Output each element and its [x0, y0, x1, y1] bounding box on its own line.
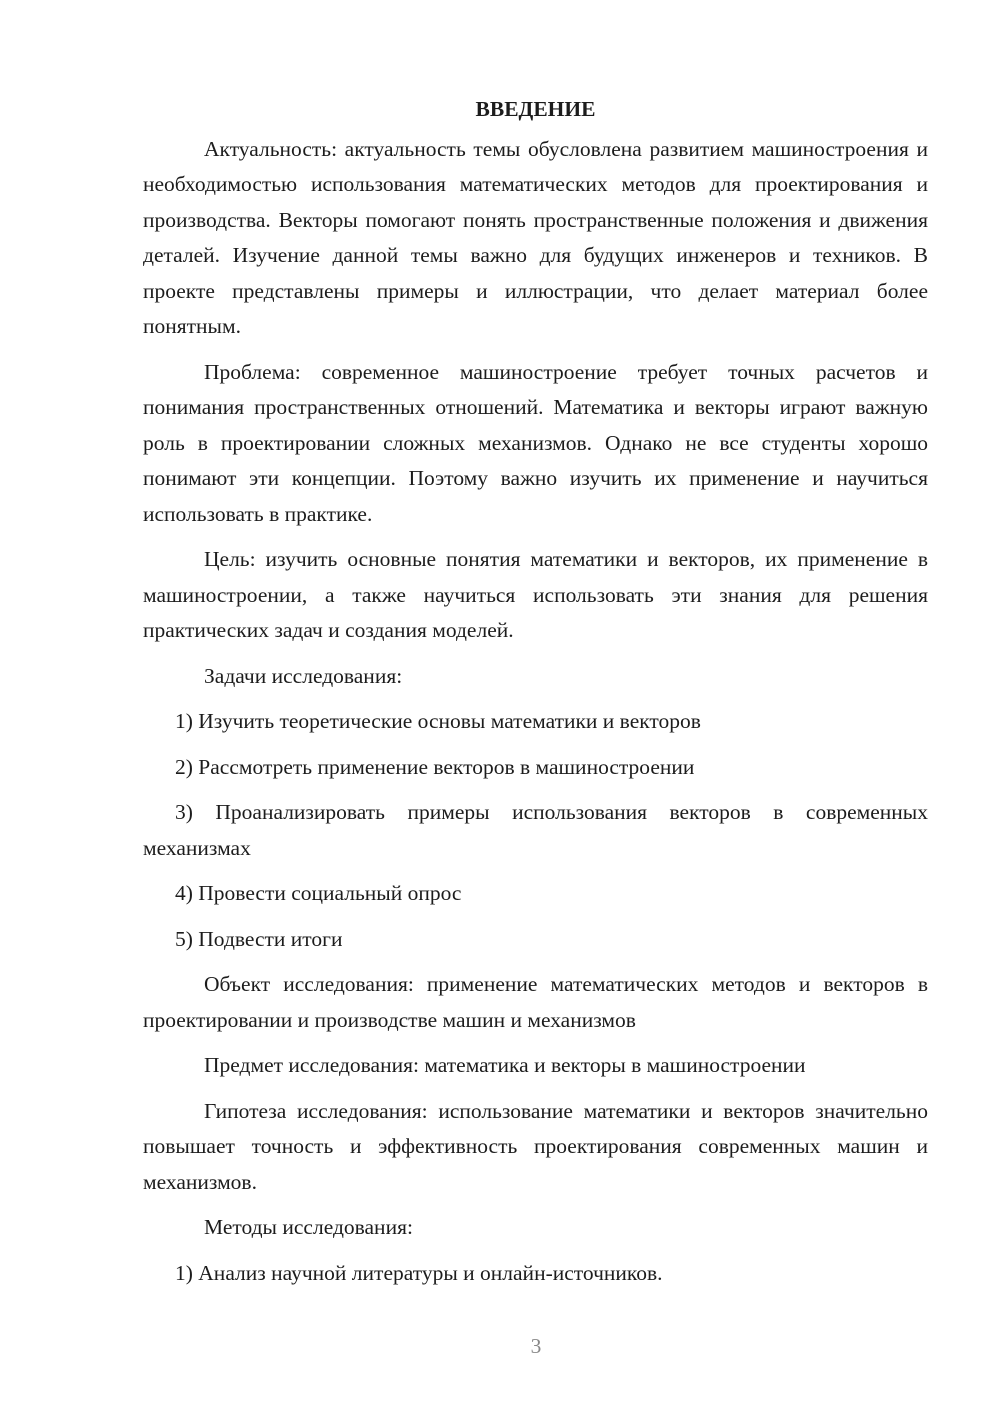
- methods-heading: Методы исследования:: [204, 1215, 413, 1239]
- subject-paragraph: Предмет исследования: математика и векторы в машиностроении: [204, 1053, 806, 1077]
- problem-paragraph: Проблема: современное машиностроение требует точных расчетов и понимания пространственных отношений. Математика и векторы играют важную роль в проектировании сложных механизмов. Однако не все студенты хорошо понимают эти концепции. Поэтому важно изучить их применение и научиться использовать в практике.: [143, 359, 928, 526]
- task-item-2: 2) Рассмотреть применение векторов в машиностроении: [175, 754, 695, 779]
- task-item-5: 5) Подвести итоги: [175, 926, 343, 951]
- goal-paragraph: Цель: изучить основные понятия математики и векторов, их применение в машиностроении, а также научиться использовать эти знания для решения практических задач и создания моделей.: [143, 547, 928, 642]
- section-title: ВВЕДЕНИЕ: [475, 97, 596, 121]
- task-item-1: 1) Изучить теоретические основы математики и векторов: [175, 709, 701, 733]
- page-number: 3: [530, 1334, 542, 1358]
- tasks-heading: Задачи исследования:: [204, 663, 403, 688]
- method-item-1: 1) Анализ научной литературы и онлайн-источников.: [175, 1260, 663, 1285]
- document-page: [143, 92, 928, 1301]
- relevance-paragraph: Актуальность: актуальность темы обусловлена развитием машиностроения и необходимостью использования математических методов для проектирования и производства. Векторы помогают понять пространственные положения и движения деталей. Изучение данной темы важно для будущих инженеров и техников. В проекте представлены примеры и иллюстрации, что делает материал более понятным.: [143, 136, 928, 338]
- task-item-4: 4) Провести социальный опрос: [175, 881, 462, 905]
- hypothesis-paragraph: Гипотеза исследования: использование математики и векторов значительно повышает точность и эффективность проектирования современных машин и механизмов.: [143, 1098, 928, 1194]
- task-item-3: 3) Проанализировать примеры использования векторов в современных механизмах: [143, 800, 928, 860]
- object-paragraph: Объект исследования: применение математических методов и векторов в проектировании и производстве машин и механизмов: [143, 972, 928, 1032]
